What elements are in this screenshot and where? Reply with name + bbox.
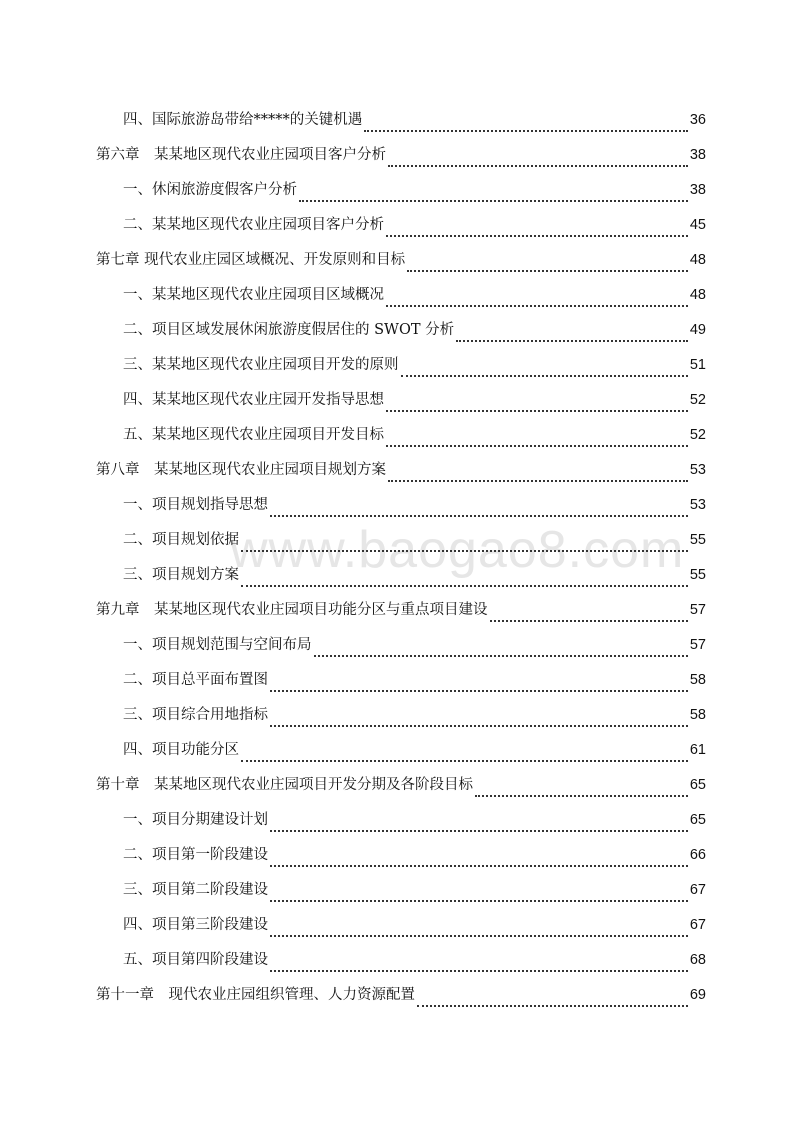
toc-section-entry[interactable] [96,493,706,528]
toc-dot-leader [314,655,688,657]
toc-section-entry[interactable] [96,843,706,878]
toc-dot-leader [388,480,688,482]
toc-entry-page-number: 49 [689,322,706,338]
toc-entry-page-number: 52 [689,392,706,408]
toc-entry-title: 第九章 某某地区现代农业庄园项目功能分区与重点项目建设 [96,602,488,618]
toc-entry-title: 第十一章 现代农业庄园组织管理、人力资源配置 [96,987,415,1003]
toc-entry-page-number: 69 [689,987,706,1003]
toc-section-entry[interactable] [96,178,706,213]
toc-dot-leader [270,690,688,692]
toc-section-entry[interactable] [96,913,706,948]
toc-dot-leader [386,445,688,447]
toc-dot-leader [270,935,688,937]
toc-entry-page-number: 45 [689,217,706,233]
toc-entry-page-number: 68 [689,952,706,968]
toc-entry-page-number: 58 [689,672,706,688]
toc-entry-page-number: 51 [689,357,706,373]
toc-chapter-entry[interactable] [96,983,706,1018]
toc-section-entry[interactable] [96,808,706,843]
toc-dot-leader [364,130,688,132]
toc-dot-leader [241,585,688,587]
toc-chapter-entry[interactable] [96,773,706,808]
toc-entry-title: 二、项目第一阶段建设 [123,847,268,863]
toc-section-entry[interactable] [96,353,706,388]
toc-entry-title: 四、项目功能分区 [123,742,239,758]
toc-entry-page-number: 36 [689,112,706,128]
toc-dot-leader [270,515,688,517]
toc-section-entry[interactable] [96,108,706,143]
toc-entry-page-number: 53 [689,497,706,513]
toc-dot-leader [386,235,688,237]
toc-entry-page-number: 57 [689,637,706,653]
toc-entry-page-number: 38 [689,147,706,163]
toc-section-entry[interactable] [96,388,706,423]
toc-section-entry[interactable] [96,423,706,458]
toc-entry-page-number: 48 [689,287,706,303]
toc-entry-page-number: 55 [689,532,706,548]
toc-section-entry[interactable] [96,738,706,773]
toc-entry-title: 第八章 某某地区现代农业庄园项目规划方案 [96,462,386,478]
toc-section-entry[interactable] [96,948,706,983]
toc-dot-leader [417,1005,688,1007]
toc-dot-leader [490,620,688,622]
toc-chapter-entry[interactable] [96,598,706,633]
toc-dot-leader [270,830,688,832]
toc-entry-title: 五、某某地区现代农业庄园项目开发目标 [123,427,384,443]
toc-entry-page-number: 66 [689,847,706,863]
toc-entry-title: 一、某某地区现代农业庄园项目区域概况 [123,287,384,303]
toc-entry-title: 四、某某地区现代农业庄园开发指导思想 [123,392,384,408]
toc-entry-title: 二、项目规划依据 [123,532,239,548]
toc-entry-title: 一、项目分期建设计划 [123,812,268,828]
toc-dot-leader [299,200,688,202]
toc-entry-page-number: 67 [689,917,706,933]
toc-dot-leader [386,305,688,307]
toc-entry-title: 一、项目规划范围与空间布局 [123,637,312,653]
toc-section-entry[interactable] [96,633,706,668]
toc-section-entry[interactable] [96,563,706,598]
toc-entry-title: 五、项目第四阶段建设 [123,952,268,968]
toc-dot-leader [388,165,688,167]
toc-dot-leader [401,375,688,377]
toc-entry-title: 四、国际旅游岛带给*****的关键机遇 [123,112,363,128]
table-of-contents [96,108,706,1018]
toc-section-entry[interactable] [96,528,706,563]
toc-dot-leader [241,550,688,552]
toc-chapter-entry[interactable] [96,458,706,493]
toc-entry-title: 二、项目区域发展休闲旅游度假居住的 SWOT 分析 [123,322,455,338]
toc-section-entry[interactable] [96,213,706,248]
toc-section-entry[interactable] [96,703,706,738]
toc-dot-leader [270,970,688,972]
toc-entry-title: 第十章 某某地区现代农业庄园项目开发分期及各阶段目标 [96,777,473,793]
toc-dot-leader [241,760,688,762]
toc-entry-page-number: 38 [689,182,706,198]
toc-chapter-entry[interactable] [96,143,706,178]
toc-entry-title: 二、某某地区现代农业庄园项目客户分析 [123,217,384,233]
toc-entry-page-number: 61 [689,742,706,758]
toc-entry-title: 二、项目总平面布置图 [123,672,268,688]
toc-dot-leader [386,410,688,412]
toc-dot-leader [270,900,688,902]
toc-entry-title: 一、休闲旅游度假客户分析 [123,182,297,198]
toc-entry-page-number: 52 [689,427,706,443]
toc-dot-leader [475,795,688,797]
toc-section-entry[interactable] [96,318,706,353]
toc-entry-title: 三、某某地区现代农业庄园项目开发的原则 [123,357,399,373]
toc-entry-title: 三、项目规划方案 [123,567,239,583]
toc-entry-page-number: 55 [689,567,706,583]
toc-entry-page-number: 65 [689,812,706,828]
watermark: www.baogao8.com [230,521,685,579]
toc-dot-leader [456,340,688,342]
toc-entry-title: 一、项目规划指导思想 [123,497,268,513]
toc-dot-leader [270,725,688,727]
toc-chapter-entry[interactable] [96,248,706,283]
toc-entry-title: 第七章 现代农业庄园区域概况、开发原则和目标 [96,252,406,268]
toc-section-entry[interactable] [96,668,706,703]
toc-entry-title: 三、项目综合用地指标 [123,707,268,723]
toc-entry-page-number: 57 [689,602,706,618]
toc-entry-page-number: 67 [689,882,706,898]
toc-entry-title: 四、项目第三阶段建设 [123,917,268,933]
toc-entry-page-number: 53 [689,462,706,478]
toc-section-entry[interactable] [96,283,706,318]
toc-entry-page-number: 65 [689,777,706,793]
toc-entry-title: 第六章 某某地区现代农业庄园项目客户分析 [96,147,386,163]
toc-entry-page-number: 58 [689,707,706,723]
toc-dot-leader [407,270,688,272]
toc-entry-title: 三、项目第二阶段建设 [123,882,268,898]
toc-entry-page-number: 48 [689,252,706,268]
toc-section-entry[interactable] [96,878,706,913]
toc-dot-leader [270,865,688,867]
